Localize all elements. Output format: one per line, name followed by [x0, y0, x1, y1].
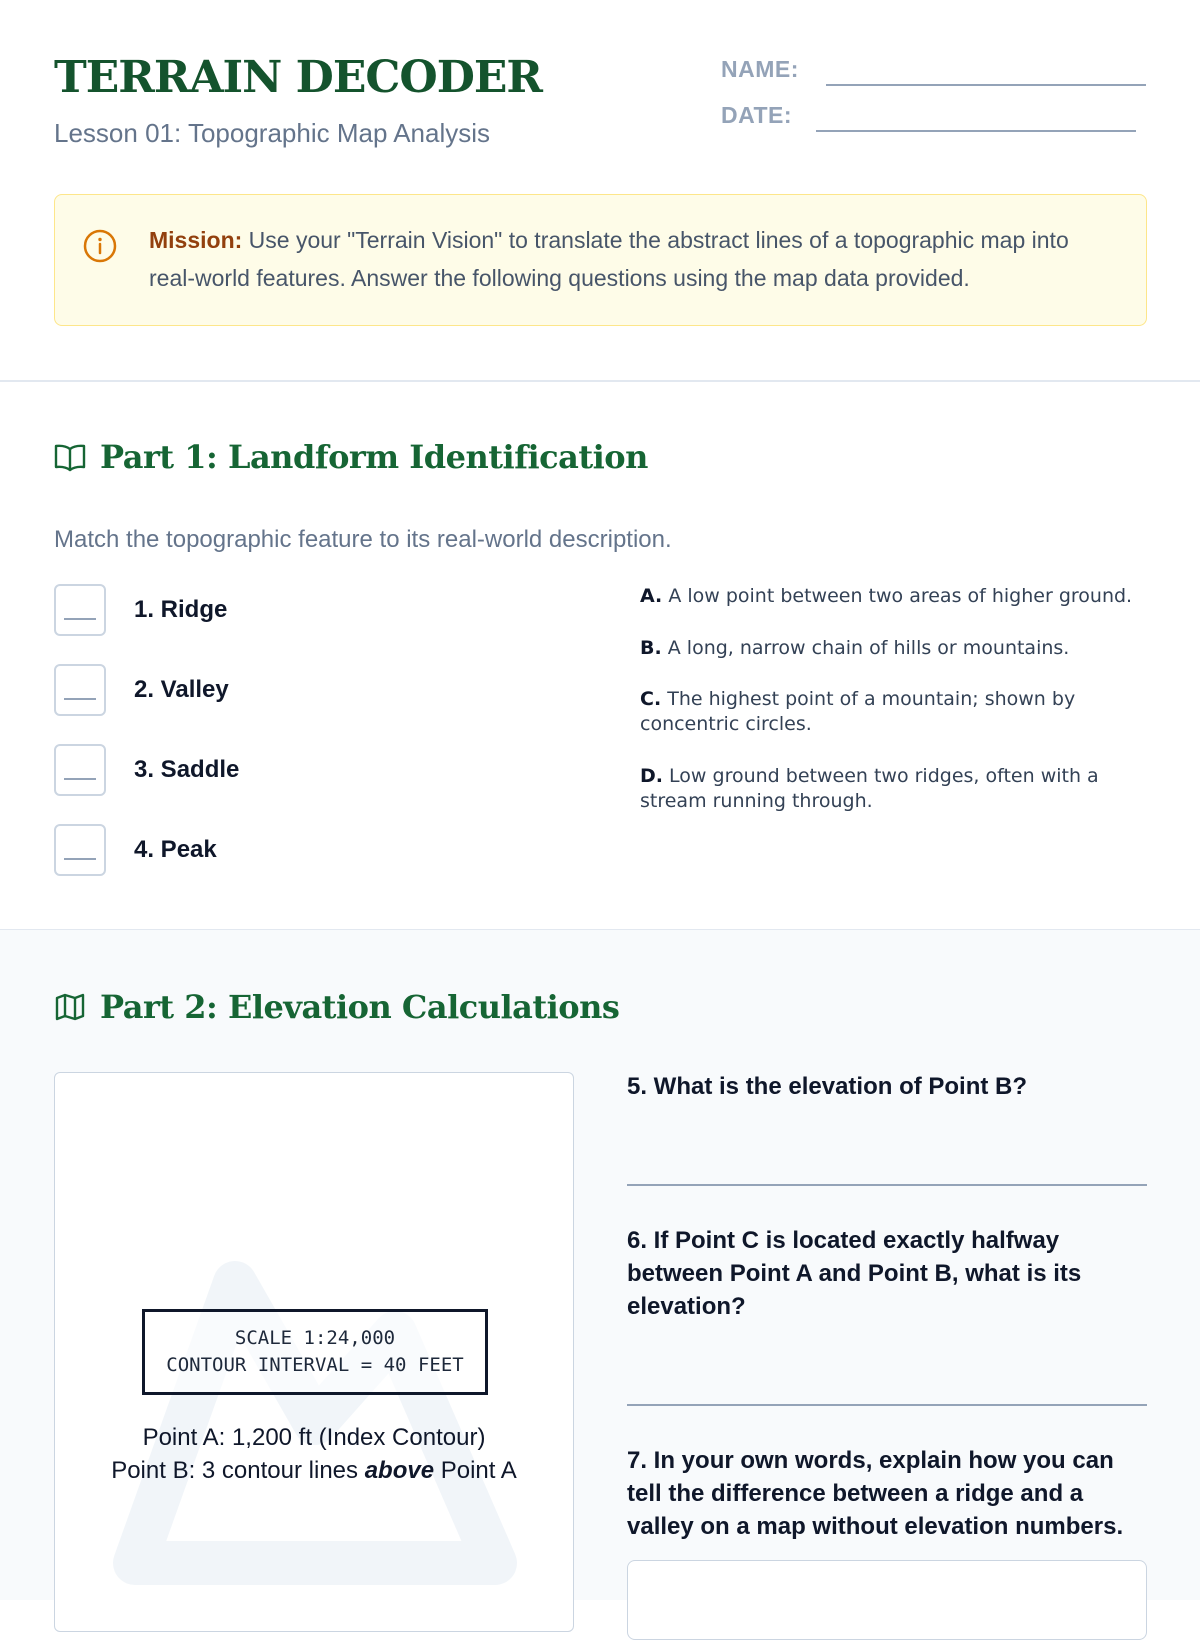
map-data-panel — [54, 1072, 574, 1632]
worksheet-title: TERRAIN DECODER — [54, 52, 542, 103]
point-b-info — [55, 1454, 573, 1487]
mission-label: Mission: — [149, 227, 243, 253]
definition-item — [640, 687, 1150, 737]
part1-section — [0, 382, 1200, 930]
mission-body: Use your "Terrain Vision" to translate the abstract lines of a topographic map into real-world features. Answer the following questions using the map data provided. — [149, 227, 1069, 291]
question-7: 7. In your own words, explain how you can tell the difference between a ridge and a valley on a map without elevation numbers. — [627, 1447, 1124, 1540]
info-circle-icon — [83, 229, 117, 263]
name-field[interactable] — [826, 84, 1146, 86]
name-label: NAME: — [721, 56, 799, 82]
answer-box-1[interactable] — [54, 584, 106, 636]
folded-map-icon — [54, 992, 86, 1022]
open-book-icon — [54, 442, 86, 472]
lesson-subtitle: Lesson 01: Topographic Map Analysis — [54, 118, 491, 148]
definition-item — [640, 764, 1150, 814]
definition-item — [640, 584, 1150, 609]
point-b-suffix: Point A — [440, 1457, 517, 1484]
mission-callout — [54, 194, 1147, 326]
part2-heading — [54, 988, 619, 1026]
point-a-info: Point A: 1,200 ft (Index Contour) — [142, 1424, 486, 1451]
question-5: 5. What is the elevation of Point B? — [627, 1073, 1028, 1100]
term-row — [54, 824, 217, 876]
answer-box-2[interactable] — [54, 664, 106, 716]
definition-letter: D. — [640, 765, 663, 787]
map-scale-box — [142, 1309, 488, 1395]
point-b-prefix: Point B: 3 contour lines — [111, 1457, 359, 1484]
answer-line-6[interactable] — [627, 1404, 1147, 1406]
date-field[interactable] — [816, 130, 1136, 132]
definition-item — [640, 636, 1150, 661]
answer-box-4[interactable] — [54, 824, 106, 876]
definition-text: A long, narrow chain of hills or mountains. — [667, 637, 1070, 659]
term-row — [54, 744, 239, 796]
part2-title: Part 2: Elevation Calculations — [100, 988, 620, 1026]
term-row — [54, 584, 227, 636]
term-label: 3. Saddle — [134, 756, 240, 783]
answer-box-3[interactable] — [54, 744, 106, 796]
definition-letter: A. — [640, 585, 663, 607]
definition-letter: B. — [640, 637, 662, 659]
term-label: 1. Ridge — [134, 596, 228, 623]
point-info — [55, 1421, 573, 1487]
definition-text: Low ground between two ridges, often with a stream running through. — [640, 765, 1099, 812]
mission-text-block — [149, 221, 1109, 297]
part1-title: Part 1: Landform Identification — [100, 438, 648, 476]
part1-instructions: Match the topographic feature to its real-world description. — [54, 526, 672, 553]
answer-area-7[interactable] — [627, 1560, 1147, 1640]
term-label: 2. Valley — [134, 676, 229, 703]
worksheet-header — [0, 0, 1200, 382]
contour-interval: CONTOUR INTERVAL = 40 FEET — [166, 1354, 464, 1376]
definition-text: The highest point of a mountain; shown by concentric circles. — [640, 688, 1076, 735]
term-label: 4. Peak — [134, 836, 217, 863]
point-b-emphasis: above — [364, 1457, 435, 1484]
part1-heading — [54, 438, 648, 476]
map-scale: SCALE 1:24,000 — [234, 1327, 396, 1349]
answer-line-5[interactable] — [627, 1184, 1147, 1186]
definition-letter: C. — [640, 688, 662, 710]
part2-section — [0, 930, 1200, 1600]
date-label: DATE: — [721, 102, 793, 128]
definition-text: A low point between two areas of higher ground. — [668, 585, 1133, 607]
question-6: 6. If Point C is located exactly halfway between Point A and Point B, what is its elevation? — [627, 1227, 1082, 1320]
term-row — [54, 664, 229, 716]
